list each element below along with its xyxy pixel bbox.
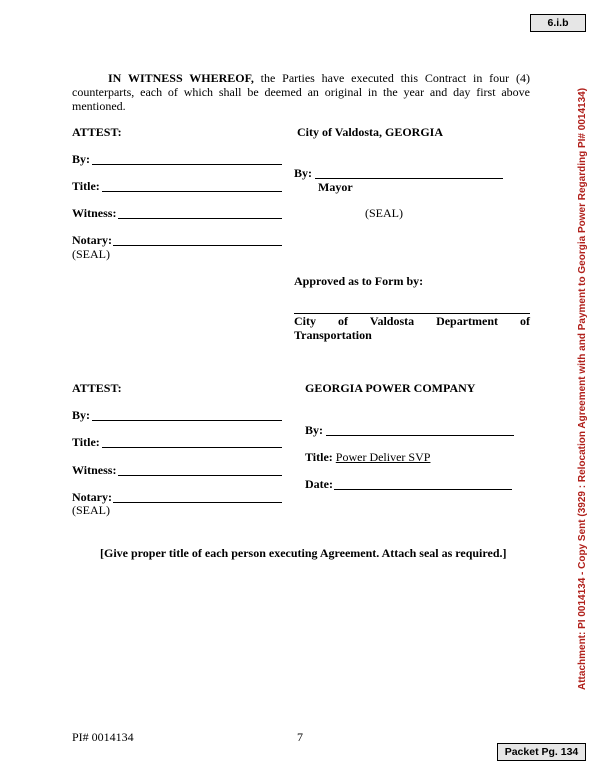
attest-label-2: ATTEST: — [72, 381, 122, 395]
department-line-2: Transportation — [294, 328, 372, 342]
notary-label-1: Notary: — [72, 233, 112, 247]
by-label-2: By: — [72, 408, 90, 422]
gpc-title-label: Title: — [305, 450, 333, 464]
city-by-signature-line — [315, 178, 503, 179]
by-signature-line-2 — [92, 420, 282, 421]
gpc-title-row — [305, 450, 430, 465]
gpc-name: GEORGIA POWER COMPANY — [305, 381, 476, 395]
witness-signature-line-2 — [118, 475, 282, 476]
witness-lead: IN WITNESS WHEREOF, — [108, 71, 254, 85]
approved-as-to-form-label: Approved as to Form by: — [294, 274, 424, 288]
gpc-title-value: Power Deliver SVP — [335, 450, 431, 464]
agenda-item-tab: 6.i.b — [530, 14, 586, 32]
notary-signature-line-2 — [113, 502, 282, 503]
title-label-1: Title: — [72, 179, 100, 193]
department-word: Department — [436, 314, 499, 328]
witness-label-1: Witness: — [72, 206, 117, 220]
title-signature-line-2 — [102, 447, 282, 448]
notary-label-2: Notary: — [72, 490, 112, 504]
witness-label-2: Witness: — [72, 463, 117, 477]
department-word: Valdosta — [369, 314, 415, 328]
city-seal-label: (SEAL) — [365, 206, 403, 220]
witness-signature-line-1 — [118, 218, 282, 219]
by-label-1: By: — [72, 152, 90, 166]
title-label-2: Title: — [72, 435, 100, 449]
department-word: of — [519, 314, 530, 328]
packet-page-box: Packet Pg. 134 — [497, 743, 586, 761]
title-signature-line-1 — [102, 191, 282, 192]
seal-label-2: (SEAL) — [72, 503, 110, 517]
city-by-label: By: — [294, 166, 312, 180]
by-signature-line-1 — [92, 164, 282, 165]
footer-page-number: 7 — [297, 730, 303, 744]
seal-label-1: (SEAL) — [72, 247, 110, 261]
department-line-1 — [294, 314, 530, 329]
city-name: City of Valdosta, GEORGIA — [297, 125, 444, 139]
gpc-by-signature-line — [326, 435, 514, 436]
witness-paragraph — [72, 71, 530, 113]
department-word: of — [337, 314, 348, 328]
instruction-note: [Give proper title of each person executing Agreement. Attach seal as required.] — [100, 546, 507, 560]
gpc-by-label: By: — [305, 423, 323, 437]
attest-label-1: ATTEST: — [72, 125, 122, 139]
witness-text: the Parties have executed this Contract in four (4) counterparts, each of which shall be deemed an original in the year and day first above mentioned. — [72, 71, 530, 113]
footer-pi-number: PI# 0014134 — [72, 730, 134, 744]
notary-signature-line-1 — [113, 245, 282, 246]
gpc-date-line — [334, 489, 512, 490]
gpc-date-label: Date: — [305, 477, 333, 491]
city-signer-role: Mayor — [318, 180, 353, 194]
attachment-sidebar-text: Attachment: PI 0014134 - Copy Sent (3929 : Relocation Agreement with and Payment to Georgia Power Regarding PI# 0014134) — [577, 87, 588, 690]
department-word: City — [294, 314, 316, 328]
